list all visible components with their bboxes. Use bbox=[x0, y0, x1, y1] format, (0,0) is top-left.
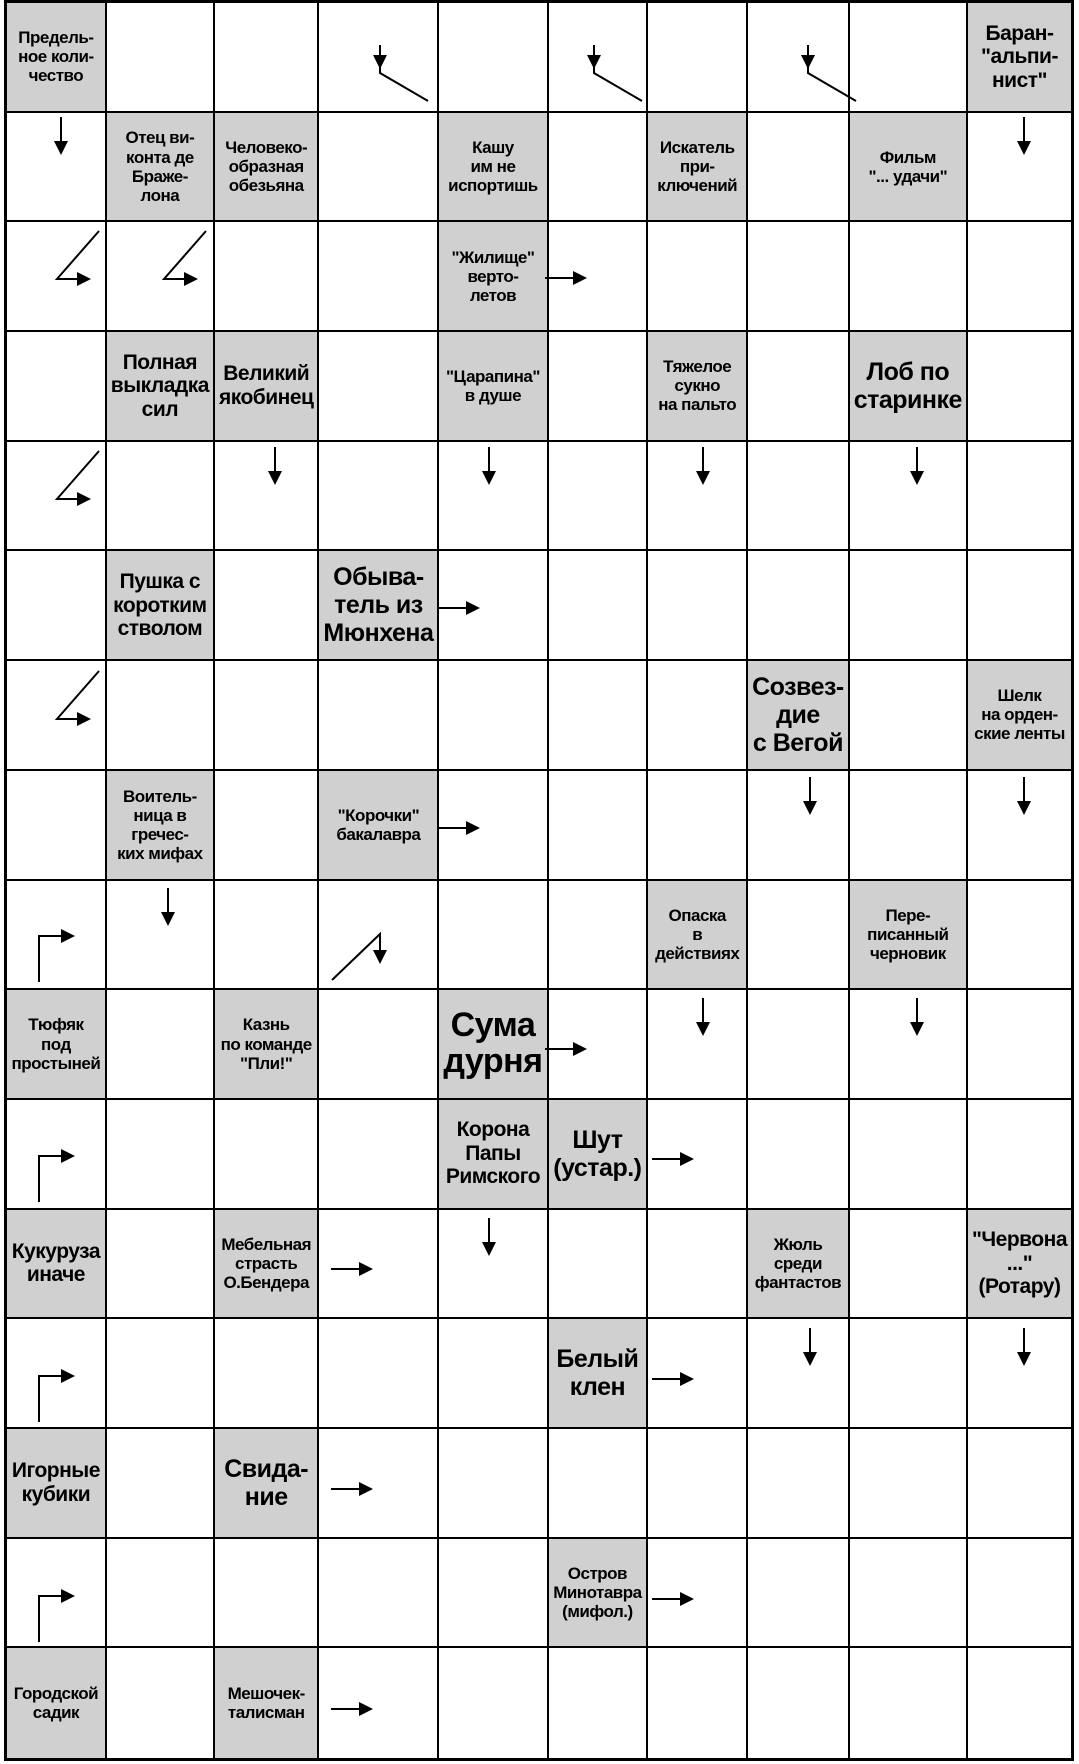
clue-cell: Великий якобинец bbox=[215, 332, 319, 442]
answer-cell[interactable] bbox=[748, 990, 850, 1100]
clue-cell: Человеко- образная обезьяна bbox=[215, 113, 319, 223]
answer-cell[interactable] bbox=[7, 113, 107, 223]
answer-cell[interactable] bbox=[107, 1648, 215, 1758]
clue-cell: Пере- писанный черновик bbox=[850, 881, 968, 991]
answer-cell[interactable] bbox=[439, 1648, 548, 1758]
answer-cell[interactable] bbox=[7, 1539, 107, 1649]
answer-cell[interactable] bbox=[319, 222, 439, 332]
clue-cell: Жюль среди фантастов bbox=[748, 1210, 850, 1320]
answer-cell[interactable] bbox=[648, 1539, 748, 1649]
answer-cell[interactable] bbox=[107, 1210, 215, 1320]
answer-cell[interactable] bbox=[968, 1319, 1071, 1429]
answer-cell[interactable] bbox=[7, 222, 107, 332]
answer-cell[interactable] bbox=[215, 551, 319, 661]
answer-cell[interactable] bbox=[968, 1100, 1071, 1210]
answer-cell[interactable] bbox=[319, 990, 439, 1100]
clue-cell: Воитель- ница в гречес- ких мифах bbox=[107, 771, 215, 881]
answer-cell[interactable] bbox=[850, 661, 968, 771]
answer-cell[interactable] bbox=[107, 222, 215, 332]
answer-cell[interactable] bbox=[439, 1429, 548, 1539]
answer-cell[interactable] bbox=[968, 881, 1071, 991]
answer-cell[interactable] bbox=[748, 442, 850, 552]
answer-cell[interactable] bbox=[549, 1648, 649, 1758]
clue-cell: Фильм "... удачи" bbox=[850, 113, 968, 223]
answer-cell[interactable] bbox=[107, 1429, 215, 1539]
answer-cell[interactable] bbox=[748, 1539, 850, 1649]
answer-cell[interactable] bbox=[319, 1319, 439, 1429]
clue-cell: Свида- ние bbox=[215, 1429, 319, 1539]
answer-cell[interactable] bbox=[748, 1429, 850, 1539]
answer-cell[interactable] bbox=[850, 771, 968, 881]
clue-cell: Отец ви- конта де Браже- лона bbox=[107, 113, 215, 223]
answer-cell[interactable] bbox=[748, 881, 850, 991]
clue-cell: "Жилище" верто- летов bbox=[439, 222, 548, 332]
answer-cell[interactable] bbox=[319, 1648, 439, 1758]
answer-cell[interactable] bbox=[439, 1319, 548, 1429]
answer-cell[interactable] bbox=[968, 1539, 1071, 1649]
answer-cell[interactable] bbox=[648, 442, 748, 552]
answer-cell[interactable] bbox=[7, 661, 107, 771]
answer-cell[interactable] bbox=[648, 222, 748, 332]
answer-cell[interactable] bbox=[850, 222, 968, 332]
answer-cell[interactable] bbox=[549, 990, 649, 1100]
answer-cell[interactable] bbox=[549, 113, 649, 223]
answer-cell[interactable] bbox=[549, 1429, 649, 1539]
answer-cell[interactable] bbox=[968, 1648, 1071, 1758]
answer-cell[interactable] bbox=[319, 1429, 439, 1539]
answer-cell[interactable] bbox=[549, 1210, 649, 1320]
answer-cell[interactable] bbox=[107, 661, 215, 771]
answer-cell[interactable] bbox=[107, 1539, 215, 1649]
answer-cell[interactable] bbox=[968, 222, 1071, 332]
answer-cell[interactable] bbox=[107, 442, 215, 552]
answer-cell[interactable] bbox=[439, 1210, 548, 1320]
clue-cell: "Корочки" бакалавра bbox=[319, 771, 439, 881]
answer-cell[interactable] bbox=[648, 771, 748, 881]
answer-cell[interactable] bbox=[648, 1429, 748, 1539]
answer-cell[interactable] bbox=[748, 113, 850, 223]
answer-cell[interactable] bbox=[439, 3, 548, 113]
answer-cell[interactable] bbox=[549, 551, 649, 661]
answer-cell[interactable] bbox=[968, 113, 1071, 223]
answer-cell[interactable] bbox=[439, 1539, 548, 1649]
answer-cell[interactable] bbox=[748, 551, 850, 661]
answer-cell[interactable] bbox=[968, 551, 1071, 661]
answer-cell[interactable] bbox=[319, 881, 439, 991]
answer-cell[interactable] bbox=[549, 222, 649, 332]
clue-cell: Корона Папы Римского bbox=[439, 1100, 548, 1210]
answer-cell[interactable] bbox=[748, 332, 850, 442]
answer-cell[interactable] bbox=[215, 1319, 319, 1429]
clue-cell: Пушка с коротким стволом bbox=[107, 551, 215, 661]
answer-cell[interactable] bbox=[7, 771, 107, 881]
answer-cell[interactable] bbox=[107, 990, 215, 1100]
answer-cell[interactable] bbox=[850, 1210, 968, 1320]
clue-cell: Баран- "альпи- нист" bbox=[968, 3, 1071, 113]
answer-cell[interactable] bbox=[107, 1319, 215, 1429]
answer-cell[interactable] bbox=[850, 1648, 968, 1758]
answer-cell[interactable] bbox=[215, 771, 319, 881]
answer-cell[interactable] bbox=[549, 881, 649, 991]
answer-cell[interactable] bbox=[850, 990, 968, 1100]
answer-cell[interactable] bbox=[319, 1100, 439, 1210]
clue-cell: Тяжелое сукно на пальто bbox=[648, 332, 748, 442]
clue-cell: Городской садик bbox=[7, 1648, 107, 1758]
clue-cell: "Царапина" в душе bbox=[439, 332, 548, 442]
answer-cell[interactable] bbox=[215, 442, 319, 552]
answer-cell[interactable] bbox=[549, 332, 649, 442]
clue-cell: Казнь по команде "Пли!" bbox=[215, 990, 319, 1100]
answer-cell[interactable] bbox=[215, 3, 319, 113]
clue-cell: Сума дурня bbox=[439, 990, 548, 1100]
answer-cell[interactable] bbox=[319, 3, 439, 113]
answer-cell[interactable] bbox=[648, 990, 748, 1100]
answer-cell[interactable] bbox=[319, 442, 439, 552]
answer-cell[interactable] bbox=[319, 113, 439, 223]
answer-cell[interactable] bbox=[215, 1539, 319, 1649]
answer-cell[interactable] bbox=[748, 1648, 850, 1758]
answer-cell[interactable] bbox=[968, 442, 1071, 552]
clue-cell: Мешочек- талисман bbox=[215, 1648, 319, 1758]
answer-cell[interactable] bbox=[7, 1319, 107, 1429]
answer-cell[interactable] bbox=[549, 771, 649, 881]
clue-cell: Предель- ное коли- чество bbox=[7, 3, 107, 113]
answer-cell[interactable] bbox=[107, 1100, 215, 1210]
answer-cell[interactable] bbox=[215, 222, 319, 332]
answer-cell[interactable] bbox=[748, 222, 850, 332]
answer-cell[interactable] bbox=[439, 442, 548, 552]
answer-cell[interactable] bbox=[439, 771, 548, 881]
answer-cell[interactable] bbox=[648, 1648, 748, 1758]
clue-cell: "Червона ..." (Ротару) bbox=[968, 1210, 1071, 1320]
answer-cell[interactable] bbox=[7, 332, 107, 442]
answer-cell[interactable] bbox=[850, 1539, 968, 1649]
clue-cell: Полная выкладка сил bbox=[107, 332, 215, 442]
answer-cell[interactable] bbox=[549, 3, 649, 113]
answer-cell[interactable] bbox=[748, 771, 850, 881]
answer-cell[interactable] bbox=[648, 1100, 748, 1210]
clue-cell: Созвез- дие с Вегой bbox=[748, 661, 850, 771]
clue-cell: Остров Минотавра (мифол.) bbox=[549, 1539, 649, 1649]
answer-cell[interactable] bbox=[648, 661, 748, 771]
answer-cell[interactable] bbox=[107, 3, 215, 113]
clue-cell: Искатель при- ключений bbox=[648, 113, 748, 223]
answer-cell[interactable] bbox=[748, 1319, 850, 1429]
answer-cell[interactable] bbox=[319, 661, 439, 771]
clue-cell: Обыва- тель из Мюнхена bbox=[319, 551, 439, 661]
answer-cell[interactable] bbox=[648, 551, 748, 661]
answer-cell[interactable] bbox=[7, 881, 107, 991]
answer-cell[interactable] bbox=[748, 1100, 850, 1210]
answer-cell[interactable] bbox=[439, 881, 548, 991]
answer-cell[interactable] bbox=[215, 1100, 319, 1210]
clue-cell: Кукуруза иначе bbox=[7, 1210, 107, 1320]
answer-cell[interactable] bbox=[439, 661, 548, 771]
clue-cell: Игорные кубики bbox=[7, 1429, 107, 1539]
answer-cell[interactable] bbox=[439, 551, 548, 661]
answer-cell[interactable] bbox=[319, 1539, 439, 1649]
answer-cell[interactable] bbox=[549, 442, 649, 552]
answer-cell[interactable] bbox=[850, 1100, 968, 1210]
answer-cell[interactable] bbox=[748, 3, 850, 113]
answer-cell[interactable] bbox=[968, 990, 1071, 1100]
answer-cell[interactable] bbox=[850, 1319, 968, 1429]
crossword-grid bbox=[4, 0, 1074, 1761]
clue-cell: Белый клен bbox=[549, 1319, 649, 1429]
answer-cell[interactable] bbox=[319, 332, 439, 442]
answer-cell[interactable] bbox=[850, 442, 968, 552]
answer-cell[interactable] bbox=[850, 551, 968, 661]
answer-cell[interactable] bbox=[850, 3, 968, 113]
answer-cell[interactable] bbox=[968, 332, 1071, 442]
answer-cell[interactable] bbox=[549, 661, 649, 771]
answer-cell[interactable] bbox=[648, 1319, 748, 1429]
answer-cell[interactable] bbox=[850, 1429, 968, 1539]
answer-cell[interactable] bbox=[968, 771, 1071, 881]
clue-cell: Лоб по старинке bbox=[850, 332, 968, 442]
answer-cell[interactable] bbox=[319, 1210, 439, 1320]
answer-cell[interactable] bbox=[7, 442, 107, 552]
clue-cell: Шут (устар.) bbox=[549, 1100, 649, 1210]
clue-cell: Мебельная страсть О.Бендера bbox=[215, 1210, 319, 1320]
clue-cell: Кашу им не испортишь bbox=[439, 113, 548, 223]
answer-cell[interactable] bbox=[7, 1100, 107, 1210]
clue-cell: Тюфяк под простыней bbox=[7, 990, 107, 1100]
answer-cell[interactable] bbox=[215, 661, 319, 771]
answer-cell[interactable] bbox=[107, 881, 215, 991]
clue-cell: Опаска в действиях bbox=[648, 881, 748, 991]
clue-cell: Шелк на орден- ские ленты bbox=[968, 661, 1071, 771]
answer-cell[interactable] bbox=[7, 551, 107, 661]
answer-cell[interactable] bbox=[648, 3, 748, 113]
answer-cell[interactable] bbox=[968, 1429, 1071, 1539]
answer-cell[interactable] bbox=[648, 1210, 748, 1320]
answer-cell[interactable] bbox=[215, 881, 319, 991]
